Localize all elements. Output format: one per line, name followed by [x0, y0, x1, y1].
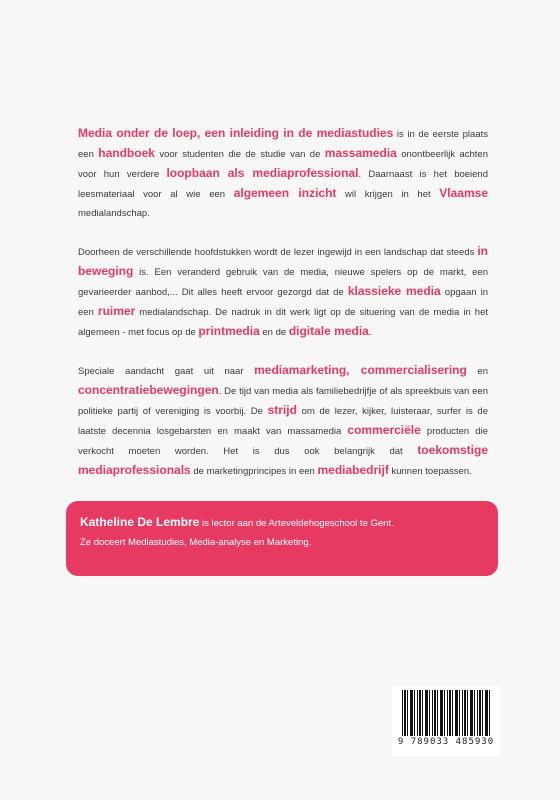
highlight-phrase: Media onder de loep, een inleiding in de mediastudies [78, 126, 394, 140]
highlight-phrase: digitale media [288, 324, 369, 338]
highlight-phrase: handboek [98, 146, 155, 160]
body-text-segment: is in de eerste plaats een [78, 129, 489, 160]
body-text-segment: medialandschap. [78, 208, 150, 219]
author-name: Katheline De Lembre [80, 515, 200, 529]
body-text-segment: voor studenten die de studie van de [154, 149, 325, 160]
highlight-phrase: printmedia [198, 324, 260, 338]
blurb-text [78, 124, 488, 500]
body-text-segment: producten die verkocht moeten worden. Het is dus ook belangrijk dat [78, 426, 488, 457]
body-text-segment: de marketingprincipes in een [190, 466, 318, 477]
body-text-segment: medialandschap. De nadruk in dit werk ligt op de situering van de media in het algemeen - met focus op de [78, 307, 488, 338]
highlight-phrase: concentratiebewegingen [78, 383, 219, 397]
body-text-segment: en [466, 366, 489, 377]
blurb-paragraph-2 [78, 242, 488, 342]
barcode-icon [402, 690, 492, 736]
body-text-segment: en de [259, 327, 289, 338]
barcode-box [392, 686, 500, 756]
blurb-paragraph-1 [78, 124, 488, 223]
highlight-phrase: massamedia [324, 146, 397, 160]
author-line-1 [80, 513, 484, 533]
body-text-segment: opgaan in een [78, 287, 489, 318]
highlight-phrase: commerciële [347, 423, 421, 437]
body-text-segment: . De tijd van media als familiebedrijfje of als spreekbuis van een politieke partij of vereniging is voorbij. De [78, 386, 488, 417]
highlight-phrase: in beweging [78, 244, 488, 278]
body-text-segment: Doorheen de verschillende hoofdstukken wordt de lezer ingewijd in een landschap dat steeds [78, 247, 478, 258]
body-text-segment: kunnen toepassen. [388, 466, 472, 477]
body-text-segment: om de lezer, kijker, luisteraar, surfer is de laatste decennia losgebarsten en maakt van massamedia [78, 406, 488, 437]
highlight-phrase: strijd [267, 403, 297, 417]
highlight-phrase: klassieke media [347, 284, 441, 298]
isbn-number: 9 789033 485930 [397, 737, 495, 747]
author-role: is lector aan de Arteveldehogeschool te Gent. [199, 518, 394, 529]
highlight-phrase: loopbaan als mediaprofessional [166, 166, 359, 180]
blurb-paragraph-3 [78, 361, 488, 481]
body-text-segment: Speciale aandacht gaat uit naar [78, 366, 255, 377]
highlight-phrase: mediabedrijf [317, 463, 389, 477]
body-text-segment: is. Een veranderd gebruik van de media, nieuwe spelers op de markt, een gevarieerder aanbod,... Dit alles heeft ervoor gezorgd dat de [78, 267, 488, 298]
body-text-segment: . Daarnaast is het boeiend leesmateriaal voor al wie een [78, 169, 488, 200]
highlight-phrase: mediamarketing, commercialisering [254, 363, 467, 377]
highlight-phrase: toekomstige mediaprofessionals [78, 443, 488, 477]
highlight-phrase: Vlaamse [439, 186, 488, 200]
author-band [66, 501, 498, 576]
highlight-phrase: ruimer [97, 304, 136, 318]
body-text-segment: wil krijgen in het [336, 189, 440, 200]
author-line-2: Ze doceert Mediastudies, Media-analyse en Marketing. [80, 537, 312, 548]
body-text-segment: . [368, 327, 372, 338]
highlight-phrase: algemeen inzicht [233, 186, 337, 200]
body-text-segment: onontbeerlijk achten voor hun verdere [78, 149, 488, 180]
